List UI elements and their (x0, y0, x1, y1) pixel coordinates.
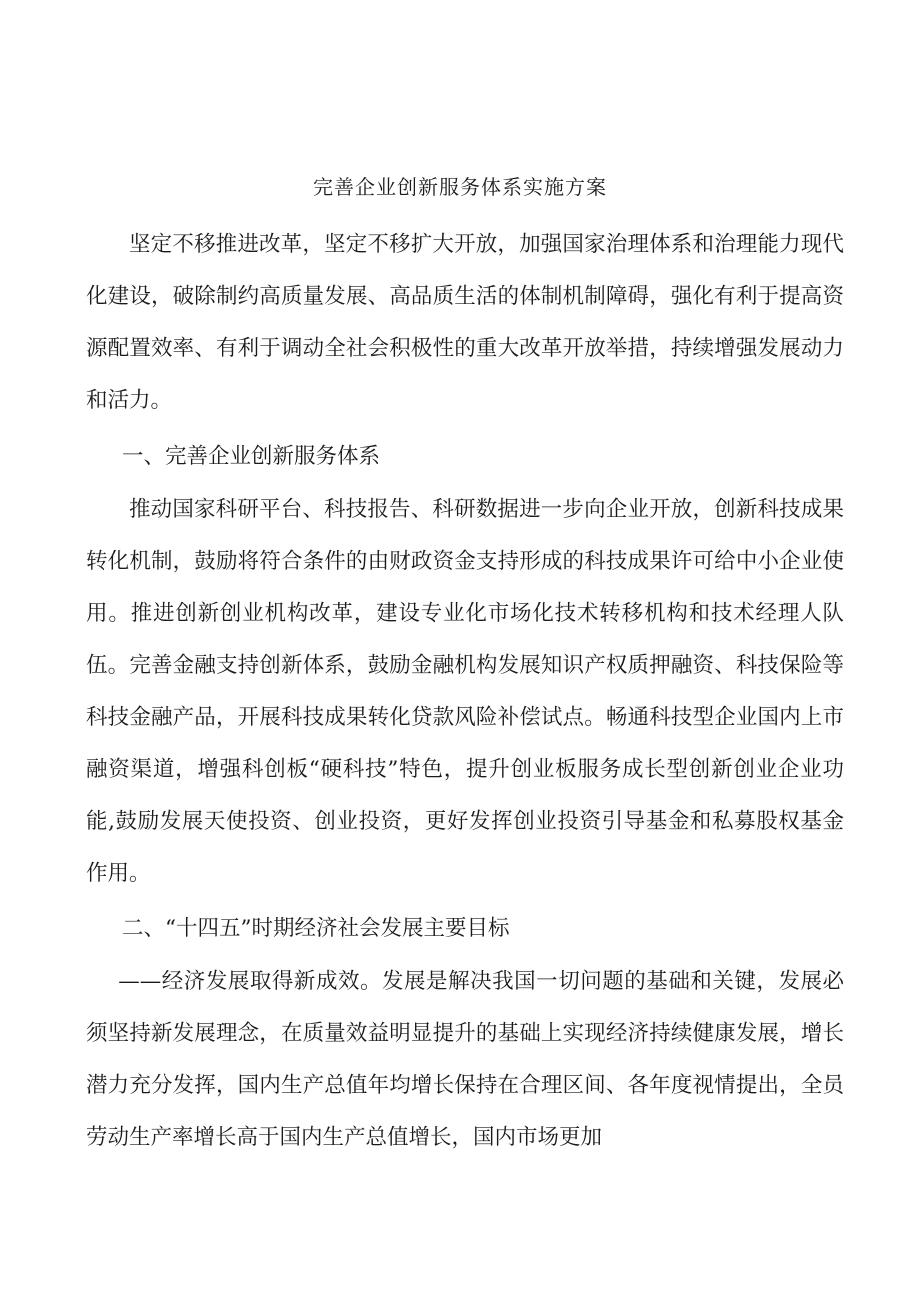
section-body-1: 推动国家科研平台、科技报告、科研数据进一步向企业开放，创新科技成果转化机制，鼓励将符合条件的由财政资金支持形成的科技成果许可给中小企业使用。推进创新创业机构改革，建设专业化市场化技术转移机构和技术经理人队伍。完善金融支持创新体系，鼓励金融机构发展知识产权质押融资、科技保险等科技金融产品，开展科技成果转化贷款风险补偿试点。畅通科技型企业国内上市融资渠道，增强科创板“硬科技”特色，提升创业板服务成长型创新创业企业功能,鼓励发展天使投资、创业投资，更好发挥创业投资引导基金和私募股权基金作用。 (86, 497, 844, 886)
document-title: 完善企业创新服务体系实施方案 (313, 175, 607, 199)
intro-paragraph: 坚定不移推进改革，坚定不移扩大开放，加强国家治理体系和治理能力现代化建设，破除制约高质量发展、高品质生活的体制机制障碍，强化有利于提高资源配置效率、有利于调动全社会积极性的重大改革开放举措，持续增强发展动力和活力。 (86, 232, 844, 413)
section-heading-2: 二、“十四五”时期经济社会发展主要目标 (122, 916, 510, 941)
section-heading-1: 一、完善企业创新服务体系 (122, 444, 381, 469)
section-body-2: ——经济发展取得新成效。发展是解决我国一切问题的基础和关键，发展必须坚持新发展理念，在质量效益明显提升的基础上实现经济持续健康发展，增长潜力充分发挥，国内生产总值年均增长保持在合理区间、各年度视情提出，全员劳动生产率增长高于国内生产总值增长，国内市场更加 (86, 969, 844, 1150)
